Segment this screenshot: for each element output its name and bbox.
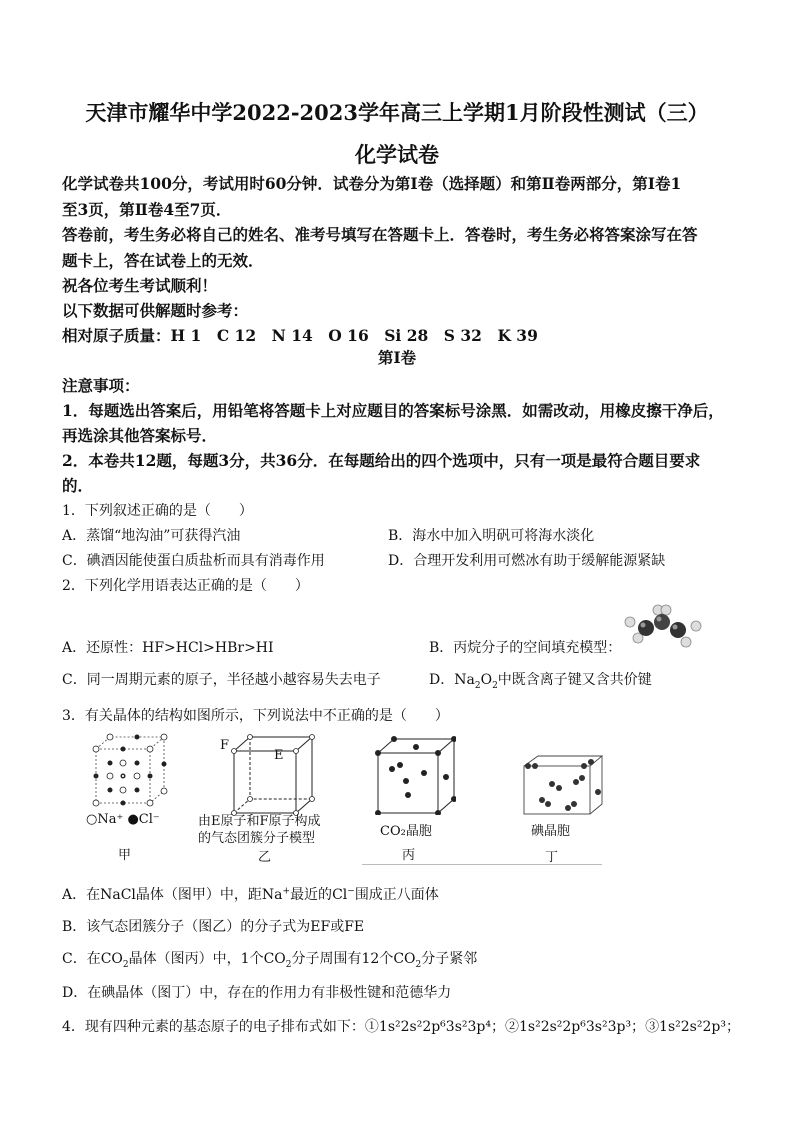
cluster-figure-label: 乙 (258, 850, 272, 865)
atomic-mass-line: 相对原子质量：H 1 C 12 N 14 O 16 Si 28 S 32 K 39 (62, 326, 538, 345)
iodine-caption: 碘晶胞 (531, 824, 571, 839)
cluster-caption-2: 的气态团簇分子模型 (198, 831, 316, 846)
intro-line-5: 祝各位考生考试顺利！ (62, 276, 218, 295)
q3-option-b: B．该气态团簇分子（图乙）的分子式为EF或FE (62, 919, 365, 935)
q3-option-c: C．在$CO_2$晶体（图丙）中，1个$CO_2$分子周围有12个$CO_2$分子紧邻 (62, 951, 478, 970)
q1-option-d: D．合理开发利用可燃冰有助于缓解能源紧缺 (388, 553, 666, 569)
q1-stem: 1．下列叙述正确的是（ ） (62, 503, 253, 519)
exam-title: 天津市耀华中学2022-2023学年高三上学期1月阶段性测试（三） (85, 100, 709, 125)
intro-line-3: 答卷前，考生务必将自己的姓名、准考号填写在答题卡上．答卷时，考生务必将答案涂写在答 (62, 225, 698, 244)
q2-option-d: D．$Na_2O_2$中既含离子键又含共价键 (429, 672, 652, 691)
notice-1b: 再选涂其他答案标号． (62, 426, 218, 445)
q2-option-c: C．同一周期元素的原子，半径越小越容易失去电子 (62, 672, 381, 688)
section-heading: 第Ⅰ卷 (377, 348, 417, 367)
nacl-legend: ○Na⁺ ●Cl⁻ (86, 812, 160, 827)
cluster-label-f: F (220, 738, 230, 753)
intro-line-1: 化学试卷共100分，考试用时60分钟．试卷分为第Ⅰ卷（选择题）和第Ⅱ卷两部分，第Ⅰ卷1 (62, 174, 682, 193)
nacl-crystal-figure (88, 733, 168, 809)
figure-divider (362, 864, 602, 865)
q1-option-a: A．蒸馏“地沟油”可获得汽油 (62, 528, 241, 544)
intro-line-4: 题卡上，答在试卷上的无效． (62, 251, 264, 270)
iodine-figure-label: 丁 (545, 850, 559, 865)
q3-option-d: D．在碘晶体（图丁）中，存在的作用力有非极性键和范德华力 (62, 985, 452, 1001)
q1-option-b: B．海水中加入明矾可将海水淡化 (388, 528, 595, 544)
notice-2b: 的． (62, 476, 94, 495)
co2-figure-label: 丙 (402, 848, 416, 863)
nacl-figure-label: 甲 (118, 848, 132, 863)
q3-option-a: A．在NaCl晶体（图甲）中，距Na+最近的Cl−围成正八面体 (62, 886, 439, 903)
q2-stem: 2．下列化学用语表达正确的是（ ） (62, 578, 309, 594)
q3-stem: 3．有关晶体的结构如图所示，下列说法中不正确的是（ ） (62, 708, 449, 724)
cluster-caption-1: 由E原子和F原子构成 (198, 814, 321, 829)
notice-1a: 1．每题选出答案后，用铅笔将答题卡上对应题目的答案标号涂黑．如需改动，用橡皮擦干净后， (62, 401, 724, 420)
co2-crystal-figure (372, 733, 456, 815)
intro-line-2: 至3页，第Ⅱ卷4至7页． (62, 200, 232, 219)
cluster-label-e: E (274, 748, 284, 763)
exam-subtitle: 化学试卷 (355, 142, 439, 167)
co2-caption: CO₂晶胞 (380, 824, 432, 839)
cluster-molecule-figure (218, 733, 318, 817)
notice-2a: 2．本卷共12题，每题3分，共36分．在每题给出的四个选项中，只有一项是最符合题目要求 (62, 451, 701, 470)
q1-option-c: C．碘酒因能使蛋白质盐析而具有消毒作用 (62, 553, 325, 569)
q4-stem: 4．现有四种元素的基态原子的电子排布式如下：①1s²2s²2p⁶3s²3p⁴；②1s²2s²2p⁶3s²3p³；③1s²2s²2p³； (62, 1019, 740, 1035)
propane-space-filling-model (622, 604, 702, 648)
iodine-crystal-figure (518, 752, 606, 818)
notice-heading: 注意事项： (62, 376, 140, 395)
intro-line-6: 以下数据可供解题时参考： (62, 301, 249, 320)
q2-option-b: B．丙烷分子的空间填充模型： (429, 640, 622, 656)
q2-option-a: A．还原性：HF>HCl>HBr>HI (62, 640, 274, 656)
